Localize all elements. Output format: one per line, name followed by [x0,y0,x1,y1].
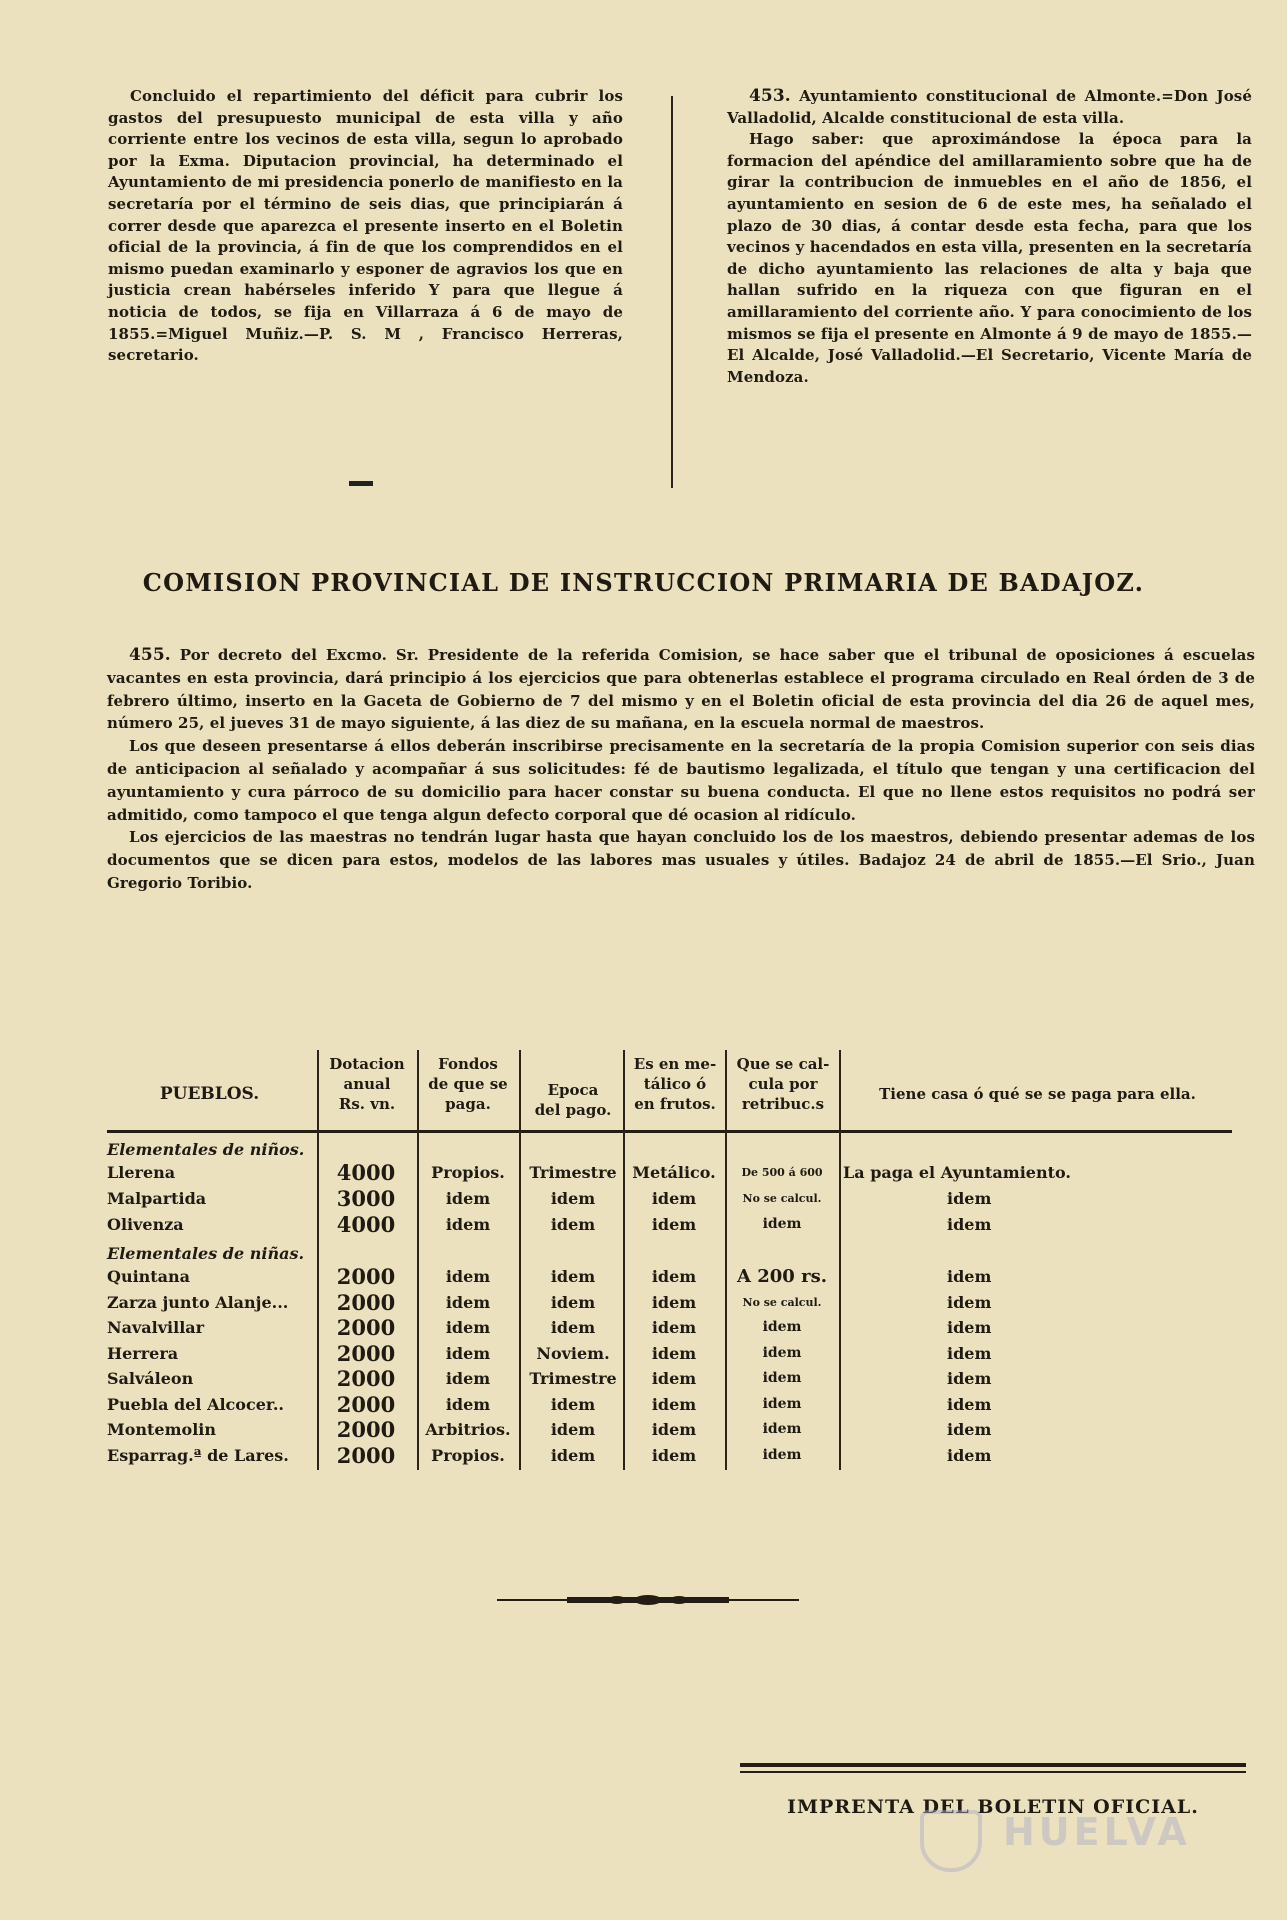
cell-casa: idem [947,1445,992,1465]
cell-calcula: De 500 á 600 [741,1166,823,1179]
header-pueblos: PUEBLOS. [159,1084,260,1104]
cell-casa: idem [947,1267,992,1286]
cell-metalico: idem [651,1445,697,1465]
almonte-heading [727,86,1252,129]
header-fondos-line-3: paga. [445,1095,491,1113]
cell-casa: La paga el Ayuntamiento. [843,1163,1071,1182]
cell-pueblo: Salváleon [107,1369,194,1388]
notice-number: 453. [749,86,791,106]
cell-fondos: idem [445,1267,491,1286]
table-row [107,1392,1232,1417]
cell-pueblo: Navalvillar [107,1318,205,1337]
cell-dotacion: 4000 [336,1160,396,1185]
cell-casa: idem [947,1394,992,1414]
cell-fondos: idem [445,1394,491,1414]
header-calcula-line-1: Que se cal- [736,1055,830,1073]
header-epoca-line-2: del pago. [534,1101,612,1119]
cell-metalico: idem [651,1394,697,1414]
cell-calcula: idem [762,1395,802,1412]
table-row [107,1341,1232,1366]
cell-calcula: A 200 rs. [737,1266,827,1287]
almonte-notice: Hago saber: que aproximándose la época para la formacion del apéndice del amillaramiento sobre que ha de girar la contribucion de inmuebles en el año de 1856, el ayuntamiento en sesion de 6 de este mes, ha señalado el plazo de 30 dias, á contar desde esta fecha, para que los vecinos y hacendados en esta villa, presenten en la secretaría de dicho ayuntamiento las relaciones de alta y baja que hallan sufrido en la riqueza con que figuran en el amillaramiento del corriente año. Y para conocimiento de los mismos se fija el presente en Almonte á 9 de mayo de 1855.—El Alcalde, José Valladolid.—El Secretario, Vicente María de Mendoza. [727,130,1252,386]
cell-dotacion: 4000 [336,1212,396,1237]
table-row [107,1290,1232,1315]
cell-casa: idem [947,1292,992,1312]
table-header [107,1046,1232,1138]
header-metalico-line-1: Es en me- [633,1055,717,1073]
cell-pueblo: Quintana [107,1267,191,1286]
header-metalico-line-2: tálico ó [643,1075,707,1093]
notice-paragraph-1-text: Por decreto del Excmo. Sr. Presidente de la referida Comision, se hace saber que el tribunal de oposiciones á escuelas vacantes en esta provincia, dará principio á los ejercicios que para obtenerlas establece el programa circulado en Real órden de 3 de febrero último, inserto en la Gaceta de Gobierno de 7 del mismo y en el Boletin oficial de esta provincia del dia 26 de aquel mes, número 25, el jueves 31 de mayo siguiente, á las diez de su mañana, en la escuela normal de maestros. [107,646,1255,733]
cell-dotacion: 2000 [336,1442,396,1468]
footer-rule-thin [740,1771,1246,1773]
header-fondos-line-1: Fondos [438,1055,498,1073]
cell-epoca: Trimestre [529,1163,617,1182]
cell-calcula: idem [762,1421,802,1437]
table-row [107,1315,1232,1340]
cell-casa: idem [947,1215,992,1234]
cell-pueblo: Herrera [107,1343,179,1363]
cell-epoca: Noviem. [536,1343,610,1363]
cell-dotacion: 2000 [336,1340,396,1366]
badajoz-notice [107,644,1255,895]
cell-fondos: Arbitrios. [425,1420,511,1439]
cell-calcula: idem [762,1319,802,1335]
header-epoca [521,1080,625,1120]
watermark-text: HUELVA [1003,1810,1191,1854]
header-dotacion-line-3: Rs. vn. [338,1095,396,1113]
cell-calcula: idem [762,1370,802,1386]
table-row [107,1186,1232,1211]
footer-rule [740,1763,1246,1767]
header-epoca-line-1: Epoca [547,1081,599,1099]
section-headline: COMISION PROVINCIAL DE INSTRUCCION PRIMARIA DE BADAJOZ. [142,568,1145,597]
villarraza-notice: Concluido el repartimiento del déficit para cubrir los gastos del presupuesto municipal de esta villa y año corriente entre los vecinos de esta villa, segun lo aprobado por la Exma. Diputacion provincial, ha determinado el Ayuntamiento de mi presidencia ponerlo de manifiesto en la secretaría por el término de seis dias, que principiarán á correr desde que aparezca el presente inserto en el Boletin oficial de la provincia, á fin de que los comprendidos en el mismo puedan examinarlo y esponer de agravios los que en justicia crean habérseles inferido Y para que llegue á noticia de todos, se fija en Villarraza á 6 de mayo de 1855.=Miguel Muñiz.—P. S. M , Francisco Herreras, secretario. [108,87,623,365]
cell-dotacion: 2000 [336,1289,396,1315]
cell-dotacion: 2000 [336,1264,396,1289]
cell-pueblo: Malpartida [107,1189,207,1208]
header-calcula-line-2: cula por [748,1075,818,1093]
almonte-heading-text: Ayuntamiento constitucional de Almonte.=Don José Valladolid, Alcalde constitucional de esta villa. [727,87,1252,127]
table-row [107,1443,1232,1468]
column-divider [671,96,673,488]
cell-pueblo: Zarza junto Alanje... [107,1292,289,1312]
cell-metalico: idem [651,1267,697,1286]
header-dotacion-line-2: anual [343,1075,391,1093]
table-row [107,1417,1232,1442]
cell-metalico: idem [651,1369,697,1388]
cell-pueblo: Olivenza [107,1215,184,1234]
section-ninas: Elementales de niñas. [107,1244,305,1263]
cell-dotacion: 2000 [336,1417,396,1442]
cell-fondos: idem [445,1189,491,1208]
cell-casa: idem [947,1318,992,1337]
cell-metalico: idem [651,1420,697,1439]
cell-calcula: No se calcul. [742,1192,822,1205]
cell-metalico: idem [651,1343,697,1363]
ornamental-rule [497,1594,799,1606]
table-row [107,1366,1232,1391]
header-fondos-line-2: de que se [428,1075,508,1093]
cell-epoca: idem [550,1189,596,1208]
cell-dotacion: 2000 [336,1366,396,1391]
cell-pueblo: Puebla del Alcocer.. [107,1394,284,1414]
cell-dotacion: 2000 [336,1391,396,1417]
notice-paragraph-3: Los ejercicios de las maestras no tendrán lugar hasta que hayan concluido los de los maestros, debiendo presentar ademas de los documentos que se dicen para estos, modelos de las labores mas usuales y útiles. Badajoz 24 de abril de 1855.—El Srio., Juan Gregorio Toribio. [107,828,1255,892]
cell-pueblo: Montemolin [107,1420,216,1439]
end-dash [349,481,373,486]
cell-fondos: idem [445,1318,491,1337]
cell-fondos: idem [445,1215,491,1234]
cell-fondos: idem [445,1343,491,1363]
cell-epoca: idem [550,1292,596,1312]
cell-metalico: Metálico. [632,1163,716,1182]
header-rule [107,1130,1232,1133]
cell-fondos: Propios. [431,1163,505,1182]
table-row [107,1212,1232,1237]
cell-epoca: idem [550,1445,596,1465]
cell-casa: idem [947,1420,992,1439]
header-metalico-line-3: en frutos. [634,1095,716,1113]
cell-epoca: Trimestre [529,1369,617,1388]
header-dotacion-line-1: Dotacion [329,1055,405,1073]
header-calcula [727,1054,839,1114]
cell-fondos: Propios. [431,1445,505,1465]
cell-metalico: idem [651,1318,697,1337]
header-metalico [625,1054,725,1114]
cell-epoca: idem [550,1215,596,1234]
table-row [107,1160,1232,1185]
cell-fondos: idem [445,1292,491,1312]
cell-metalico: idem [651,1189,697,1208]
cell-metalico: idem [651,1215,697,1234]
imprenta-footer: IMPRENTA DEL BOLETIN OFICIAL. [787,1796,1199,1818]
cell-casa: idem [947,1369,992,1388]
cell-calcula: idem [762,1446,802,1463]
header-dotacion [319,1054,415,1114]
cell-fondos: idem [445,1369,491,1388]
right-column [727,86,1252,388]
cell-epoca: idem [550,1420,596,1439]
header-casa: Tiene casa ó qué se se paga para ella. [879,1085,1196,1103]
cell-calcula: idem [762,1216,802,1232]
cell-metalico: idem [651,1292,697,1312]
table-row [107,1264,1232,1289]
main-notice-number: 455. [129,645,171,665]
cell-dotacion: 2000 [336,1315,396,1340]
cell-dotacion: 3000 [336,1186,396,1211]
notice-paragraph-2: Los que deseen presentarse á ellos deberán inscribirse precisamente en la secretaría de la propia Comision superior con seis dias de anticipacion al señalado y acompañar á sus solicitudes: fé de bautismo legalizada, el título que tengan y una certificacion del ayuntamiento y cura párroco de su domicilio para hacer constar su buena conducta. El que no llene estos requisitos no podrá ser admitido, como tampoco el que tenga algun defecto corporal que dé ocasion al ridículo. [107,737,1255,824]
cell-calcula: idem [762,1344,802,1361]
cell-epoca: idem [550,1318,596,1337]
cell-pueblo: Llerena [107,1163,176,1182]
watermark-seal-icon [920,1810,982,1872]
cell-casa: idem [947,1343,992,1363]
header-calcula-line-3: retribuc.s [741,1095,825,1113]
header-fondos [419,1054,517,1114]
left-column [108,86,623,367]
cell-calcula: No se calcul. [742,1295,822,1309]
cell-pueblo: Esparrag.ª de Lares. [107,1445,289,1465]
section-ninos: Elementales de niños. [107,1140,305,1159]
cell-epoca: idem [550,1394,596,1414]
cell-epoca: idem [550,1267,596,1286]
notice-paragraph-1 [107,644,1255,735]
cell-casa: idem [947,1189,992,1208]
